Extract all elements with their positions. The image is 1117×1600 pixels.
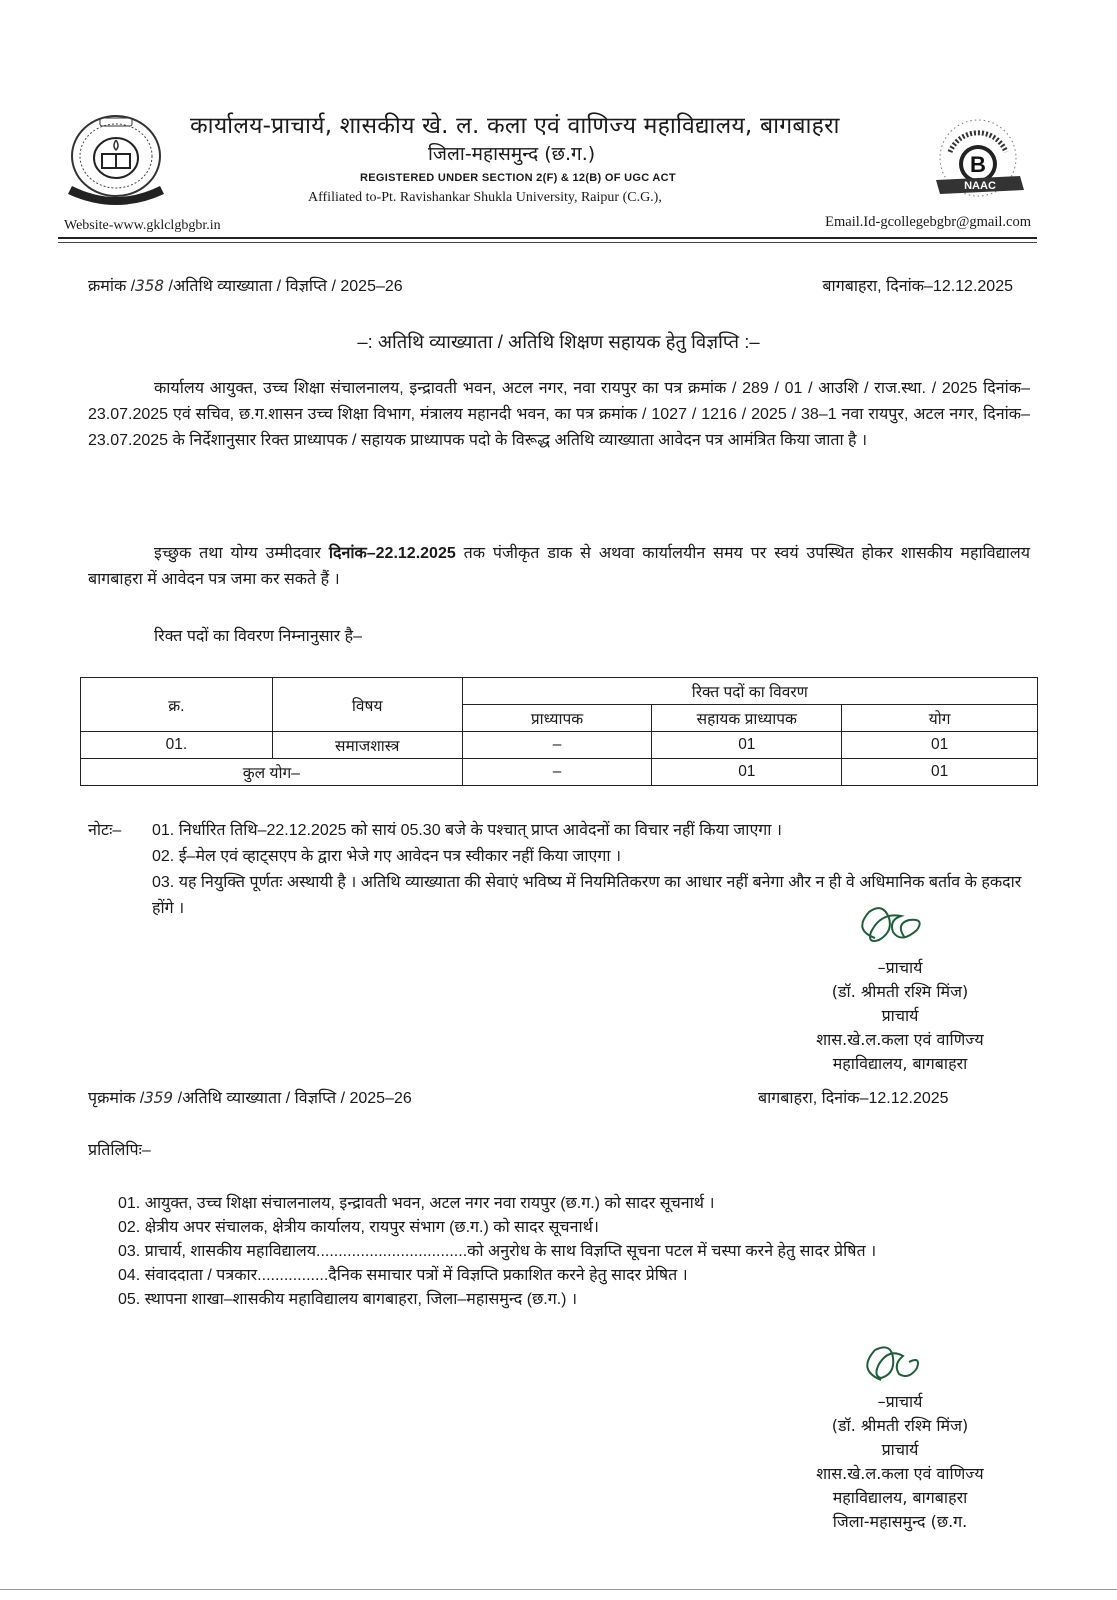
endorsement-place-date: बागबाहरा, दिनांक–12.12.2025 xyxy=(758,1090,949,1107)
copy-to-item: 02. क्षेत्रीय अपर संचालक, क्षेत्रीय कार्यालय, रायपुर संभाग (छ.ग.) को सादर सूचनार्थ। xyxy=(118,1219,599,1236)
stamp-college-line: शास.खे.ल.कला एवं वाणिज्य xyxy=(816,1030,984,1049)
signatory-name: (डॉ. श्रीमती रश्मि मिंज) xyxy=(831,982,969,1001)
stamp-college-line: शास.खे.ल.कला एवं वाणिज्य xyxy=(816,1464,984,1483)
vacancy-intro: रिक्त पदों का विवरण निम्नानुसार है– xyxy=(154,628,363,645)
vacancy-table xyxy=(80,677,1038,786)
note-item: 03. यह नियुक्ति पूर्णतः अस्थायी है । अतिथि व्याख्याता की सेवाएं भविष्य में नियमितिकरण का आधार नहीं बनेगा और न ही वे अधिमानिक बर्ताव के हकदार होंगे । xyxy=(152,874,1022,917)
last-date-highlight: दिनांक–22.12.2025 xyxy=(328,545,456,562)
grand-total-assistant-professor: 01 xyxy=(652,759,842,786)
office-title: कार्यालय-प्राचार्य, शासकीय खे. ल. कला एवं वाणिज्य महाविद्यालय, बागबाहरा xyxy=(190,113,840,139)
signatory-designation: –प्राचार्य xyxy=(877,958,923,977)
paragraph-2-rest: तक पंजीकृत डाक से अथवा कार्यालयीन समय पर स्वयं उपस्थित होकर शासकीय महाविद्यालय बागबाहरा में आवेदन पत्र जमा कर सकते हैं । xyxy=(88,545,1030,588)
header-subject: विषय xyxy=(272,678,462,732)
table-row xyxy=(81,732,1038,759)
signature-icon xyxy=(845,898,955,956)
reference-suffix: /अतिथि व्याख्याता / विज्ञप्ति / 2025–26 xyxy=(164,278,403,295)
principal-signature-block xyxy=(760,898,1040,1076)
page-bottom-edge xyxy=(0,1589,1117,1590)
reference-prefix: क्रमांक / xyxy=(88,278,136,295)
college-emblem-logo xyxy=(62,104,170,212)
header-divider xyxy=(58,237,1037,239)
note-item: 02. ई–मेल एवं व्हाट्सएप के द्वारा भेजे गए आवेदन पत्र स्वीकार नहीं किया जाएगा । xyxy=(152,848,622,865)
header-serial: क्र. xyxy=(81,678,273,732)
university-affiliation: Affiliated to-Pt. Ravishankar Shukla University, Raipur (C.G.), xyxy=(308,190,662,205)
endorsement-number xyxy=(88,1086,412,1108)
cell-total: 01 xyxy=(842,732,1038,759)
website-link[interactable]: Website-www.gklclgbgbr.in xyxy=(64,218,221,233)
grand-total-label: कुल योग– xyxy=(81,759,463,786)
grand-total-professor: – xyxy=(462,759,652,786)
copy-to-label: प्रतिलिपिः– xyxy=(88,1142,151,1159)
header-vacancy-group: रिक्त पदों का विवरण xyxy=(462,678,1037,705)
cell-professor: – xyxy=(462,732,652,759)
signatory-designation: –प्राचार्य xyxy=(877,1392,923,1411)
note-item: 01. निर्धारित तिथि–22.12.2025 को सायं 05.30 बजे के पश्चात् प्राप्त आवेदनों का विचार नहीं किया जाएगा । xyxy=(152,822,782,839)
naac-badge-logo xyxy=(928,112,1028,212)
body-paragraph-1: कार्यालय आयुक्त, उच्च शिक्षा संचालनालय, इन्द्रावती भवन, अटल नगर, नवा रायपुर का पत्र क्रमांक / 289 / 01 / आउशि / राज.स्था. / 2025 दिनांक–23.07.2025 एवं सचिव, छ.ग.शासन उच्च शिक्षा विभाग, मंत्रालय महानदी भवन, का पत्र क्रमांक / 1027 / 1216 / 2025 / 38–1 नवा रायपुर, अटल नगर, दिनांक–23.07.2025 के निर्देशानुसार रिक्त प्राध्यापक / सहायक प्राध्यापक पदो के विरूद्ध अतिथि व्याख्याता आवेदन पत्र आमंत्रित किया जाता है । xyxy=(88,380,1030,449)
copy-to-item: 04. संवाददाता / पत्रकार................दैनिक समाचार पत्रों में विज्ञप्ति प्रकाशित करने हेतु सादर प्रेषित । xyxy=(118,1267,688,1284)
signature-icon xyxy=(845,1338,955,1390)
cell-subject: समाजशास्त्र xyxy=(272,732,462,759)
grand-total-total: 01 xyxy=(842,759,1038,786)
header-total: योग xyxy=(842,705,1038,732)
copy-to-item: 01. आयुक्त, उच्च शिक्षा संचालनालय, इन्द्रावती भवन, अटल नगर नवा रायपुर (छ.ग.) को सादर सूचनार्थ । xyxy=(118,1195,715,1212)
endorsement-prefix: पृक्रमांक / xyxy=(88,1090,145,1107)
body-paragraph-2 xyxy=(88,541,1030,593)
copy-to-item: 05. स्थापना शाखा–शासकीय महाविद्यालय बागबाहरा, जिला–महासमुन्द (छ.ग.) । xyxy=(118,1291,578,1308)
reference-number xyxy=(88,274,403,296)
stamp-place-line: महाविद्यालय, बागबाहरा xyxy=(832,1054,968,1073)
notes-label: नोटः– xyxy=(88,822,122,839)
naac-grade-icon xyxy=(928,112,1028,212)
office-district: जिला-महासमुन्द (छ.ग.) xyxy=(428,143,596,165)
copy-to-item: 03. प्राचार्य, शासकीय महाविद्यालय..................................को अनुरोध के साथ विज्ञप्ति सूचना पटल में चस्पा करने हेतु सादर प्रेषित । xyxy=(118,1243,877,1260)
reference-handwritten-number: 358 xyxy=(135,276,165,295)
email-link[interactable]: Email.Id-gcollegebgbr@gmail.com xyxy=(825,214,1031,230)
header-professor: प्राध्यापक xyxy=(462,705,652,732)
endorsement-handwritten-number: 359 xyxy=(144,1088,174,1107)
ugc-registration: REGISTERED UNDER SECTION 2(F) & 12(B) OF UGC ACT xyxy=(360,172,676,184)
svg-text:NAAC: NAAC xyxy=(964,180,996,192)
table-total-row xyxy=(81,759,1038,786)
signatory-name: (डॉ. श्रीमती रश्मि मिंज) xyxy=(831,1416,969,1435)
svg-text:B: B xyxy=(970,152,986,177)
paragraph-2-lead: इच्छुक तथा योग्य उम्मीदवार xyxy=(154,545,329,562)
principal-signature-block-2 xyxy=(760,1338,1040,1534)
stamp-title: प्राचार्य xyxy=(881,1440,919,1459)
stamp-district-line: जिला-महासमुन्द (छ.ग. xyxy=(832,1512,968,1531)
copy-to-list xyxy=(118,1192,1030,1312)
emblem-icon xyxy=(62,104,170,212)
header-divider-thin xyxy=(58,242,1037,243)
cell-serial: 01. xyxy=(81,732,273,759)
place-date: बागबाहरा, दिनांक–12.12.2025 xyxy=(822,278,1013,295)
table-header-row xyxy=(81,678,1038,705)
header-assistant-professor: सहायक प्राध्यापक xyxy=(652,705,842,732)
endorsement-suffix: /अतिथि व्याख्याता / विज्ञप्ति / 2025–26 xyxy=(173,1090,412,1107)
stamp-title: प्राचार्य xyxy=(881,1006,919,1025)
notice-subject: –: अतिथि व्याख्याता / अतिथि शिक्षण सहायक हेतु विज्ञप्ति :– xyxy=(357,331,760,352)
cell-assistant-professor: 01 xyxy=(652,732,842,759)
stamp-place-line: महाविद्यालय, बागबाहरा xyxy=(832,1488,968,1507)
